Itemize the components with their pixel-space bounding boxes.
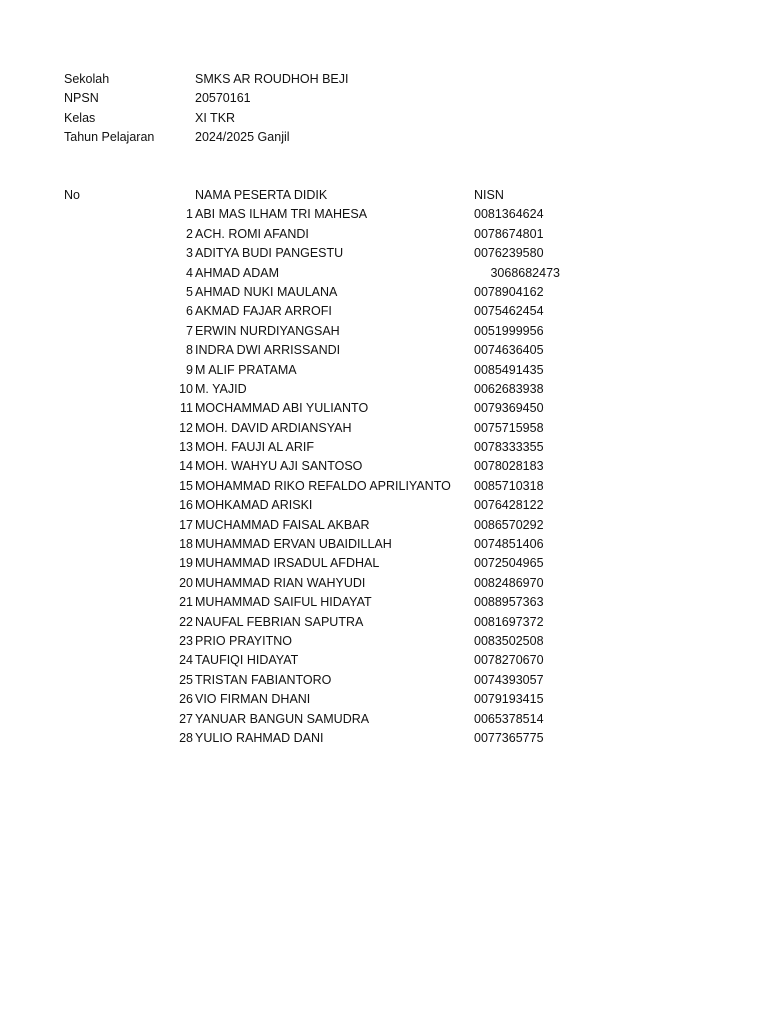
table-row (64, 341, 664, 360)
student-name: INDRA DWI ARRISSANDI (195, 343, 341, 358)
row-number: 22 (179, 614, 193, 629)
table-row (64, 380, 664, 399)
student-nisn: 0081364624 (474, 207, 544, 222)
table-row (64, 710, 664, 729)
info-value: 20570161 (195, 91, 251, 106)
table-row (64, 690, 664, 709)
row-number: 23 (179, 633, 193, 648)
student-name: MUHAMMAD IRSADUL AFDHAL (195, 556, 380, 571)
row-number: 4 (186, 265, 193, 280)
table-row (64, 574, 664, 593)
student-nisn: 0074636405 (474, 343, 544, 358)
info-value: 2024/2025 Ganjil (195, 130, 290, 145)
table-row (64, 651, 664, 670)
student-name: MUHAMMAD ERVAN UBAIDILLAH (195, 537, 392, 552)
table-header-row (64, 186, 664, 205)
table-row (64, 593, 664, 612)
table-row (64, 244, 664, 263)
student-name: YULIO RAHMAD DANI (195, 730, 324, 745)
info-value: XI TKR (195, 110, 236, 125)
student-name: MOHAMMAD RIKO REFALDO APRILIYANTO (195, 478, 451, 493)
student-nisn: 0078270670 (474, 653, 544, 668)
table-row (64, 496, 664, 515)
student-name: MUHAMMAD RIAN WAHYUDI (195, 575, 366, 590)
student-name: MOCHAMMAD ABI YULIANTO (195, 401, 369, 416)
student-name: M. YAJID (195, 381, 247, 396)
school-info (64, 70, 349, 148)
info-value: SMKS AR ROUDHOH BEJI (195, 72, 349, 86)
student-name: MUHAMMAD SAIFUL HIDAYAT (195, 595, 372, 610)
student-nisn: 0072504965 (474, 556, 544, 571)
row-number: 10 (179, 381, 193, 396)
table-row (64, 671, 664, 690)
student-name: AHMAD NUKI MAULANA (195, 284, 338, 299)
row-number: 2 (186, 226, 193, 241)
table-row (64, 302, 664, 321)
row-number: 19 (179, 556, 193, 571)
student-table (64, 186, 664, 748)
column-header-no: No (64, 188, 80, 202)
student-nisn: 0078674801 (474, 226, 544, 241)
student-nisn: 0077365775 (474, 730, 544, 745)
info-label: Kelas (64, 110, 96, 125)
row-number: 8 (186, 343, 193, 358)
table-row (64, 632, 664, 651)
student-nisn: 0074851406 (474, 537, 544, 552)
table-row (64, 729, 664, 748)
row-number: 12 (179, 420, 193, 435)
student-name: MUCHAMMAD FAISAL AKBAR (195, 517, 370, 532)
info-row-year (64, 128, 349, 147)
student-nisn: 0082486970 (474, 575, 544, 590)
table-row (64, 361, 664, 380)
row-number: 17 (179, 517, 193, 532)
row-number: 14 (179, 459, 193, 474)
info-label: NPSN (64, 91, 99, 106)
student-nisn: 0065378514 (474, 711, 544, 726)
student-nisn: 0076428122 (474, 498, 544, 513)
student-nisn: 0083502508 (474, 633, 544, 648)
table-row (64, 225, 664, 244)
student-name: PRIO PRAYITNO (195, 633, 293, 648)
student-name: M ALIF PRATAMA (195, 362, 297, 377)
row-number: 3 (186, 246, 193, 261)
student-nisn: 0051999956 (474, 323, 544, 338)
row-number: 6 (186, 304, 193, 319)
info-label: Sekolah (64, 72, 110, 86)
student-name: ADITYA BUDI PANGESTU (195, 246, 344, 261)
row-number: 25 (179, 672, 193, 687)
info-row-class (64, 109, 349, 128)
info-label: Tahun Pelajaran (64, 130, 155, 145)
table-row (64, 419, 664, 438)
student-name: MOHKAMAD ARISKI (195, 498, 313, 513)
student-name: VIO FIRMAN DHANI (195, 692, 311, 707)
row-number: 13 (179, 440, 193, 455)
student-name: ACH. ROMI AFANDI (195, 226, 309, 241)
table-row (64, 438, 664, 457)
student-name: ABI MAS ILHAM TRI MAHESA (195, 207, 368, 222)
column-header-name: NAMA PESERTA DIDIK (195, 188, 328, 202)
table-row (64, 264, 664, 283)
student-name: TAUFIQI HIDAYAT (195, 653, 299, 668)
row-number: 16 (179, 498, 193, 513)
row-number: 15 (179, 478, 193, 493)
table-row (64, 613, 664, 632)
info-row-school (64, 70, 349, 89)
student-nisn: 0078904162 (474, 284, 544, 299)
table-row (64, 516, 664, 535)
student-nisn: 0074393057 (474, 672, 544, 687)
row-number: 1 (186, 207, 193, 222)
student-nisn: 0085491435 (474, 362, 544, 377)
table-row (64, 477, 664, 496)
row-number: 24 (179, 653, 193, 668)
row-number: 26 (179, 692, 193, 707)
student-name: AKMAD FAJAR ARROFI (195, 304, 332, 319)
student-nisn: 0088957363 (474, 595, 544, 610)
student-name: MOH. WAHYU AJI SANTOSO (195, 459, 363, 474)
student-name: YANUAR BANGUN SAMUDRA (195, 711, 370, 726)
table-row (64, 457, 664, 476)
student-nisn: 0075715958 (474, 420, 544, 435)
table-row (64, 399, 664, 418)
row-number: 5 (186, 284, 193, 299)
student-nisn: 0085710318 (474, 478, 544, 493)
student-nisn: 0086570292 (474, 517, 544, 532)
table-row (64, 535, 664, 554)
row-number: 7 (186, 323, 193, 338)
table-row (64, 322, 664, 341)
student-name: ERWIN NURDIYANGSAH (195, 323, 340, 338)
row-number: 11 (180, 401, 193, 416)
student-nisn: 0078333355 (474, 440, 544, 455)
student-nisn: 0076239580 (474, 246, 544, 261)
row-number: 18 (179, 537, 193, 552)
info-row-npsn (64, 89, 349, 108)
student-name: MOH. FAUJI AL ARIF (195, 440, 315, 455)
row-number: 28 (179, 730, 193, 745)
row-number: 21 (179, 595, 193, 610)
table-row (64, 554, 664, 573)
row-number: 20 (179, 575, 193, 590)
student-name: TRISTAN FABIANTORO (195, 672, 332, 687)
table-row (64, 283, 664, 302)
row-number: 27 (179, 711, 193, 726)
column-header-nisn: NISN (474, 188, 504, 202)
student-nisn: 0075462454 (474, 304, 544, 319)
student-name: NAUFAL FEBRIAN SAPUTRA (195, 614, 364, 629)
table-row (64, 205, 664, 224)
student-nisn: 0079193415 (474, 692, 544, 707)
student-nisn: 0081697372 (474, 614, 544, 629)
table-body (64, 205, 664, 748)
row-number: 9 (186, 362, 193, 377)
student-nisn: 0079369450 (474, 401, 544, 416)
student-nisn: 3068682473 (490, 265, 560, 280)
student-name: AHMAD ADAM (195, 265, 280, 280)
student-nisn: 0078028183 (474, 459, 544, 474)
student-name: MOH. DAVID ARDIANSYAH (195, 420, 352, 435)
student-nisn: 0062683938 (474, 381, 544, 396)
